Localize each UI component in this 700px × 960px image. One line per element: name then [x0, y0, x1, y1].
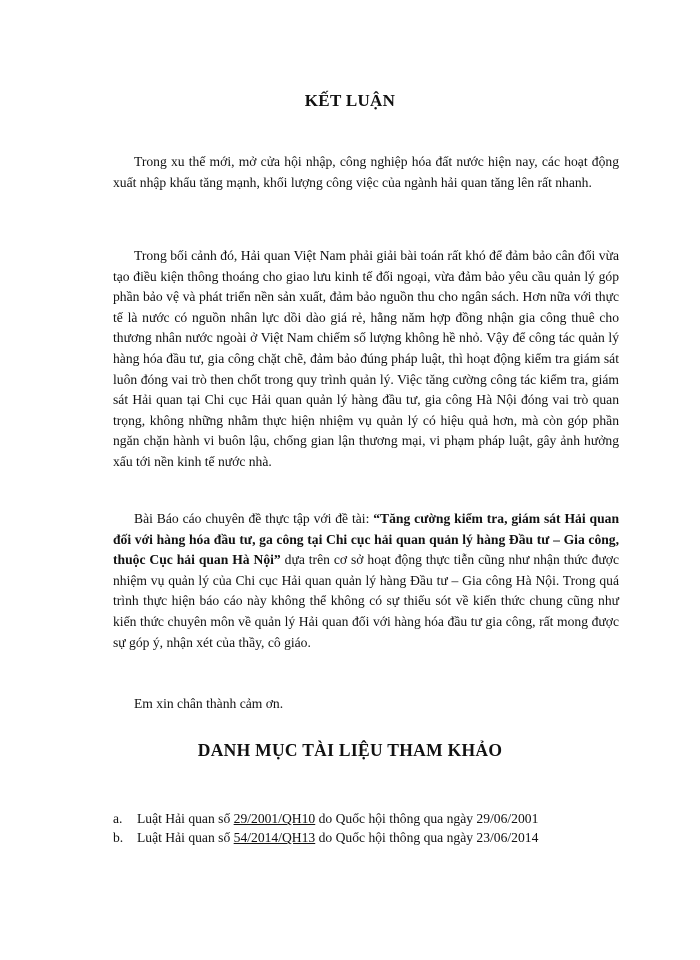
reference-item: [113, 828, 633, 847]
reference-marker: a.: [113, 811, 123, 826]
reference-text: Luật Hải quan số 54/2014/QH13 do Quốc hội thông qua ngày 23/06/2014: [137, 830, 539, 845]
conclusion-paragraph-1: Trong xu thế mới, mở cửa hội nhập, công nghiệp hóa đất nước hiện nay, các hoạt động xuất nhập khẩu tăng mạnh, khối lượng công việc của ngành hải quan tăng lên rất nhanh.: [113, 154, 619, 190]
paragraph-3-rest: dựa trên cơ sở hoạt động thực tiễn cũng như nhận thức được nhiệm vụ quản lý của Chi cục Hải quan quản lý hàng Đầu tư – Gia công Hà Nội. Trong quá trình thực hiện báo cáo này không thể không có sự thiếu sót về kiến thức chung cũng như kiến thức chuyên môn về quản lý Hải quan đối với hàng hóa đầu tư gia công, rất mong được sự góp ý, nhận xét của thầy, cô giáo.: [113, 552, 619, 650]
conclusion-title: KẾT LUẬN: [304, 91, 396, 110]
conclusion-paragraph-2: Trong bối cảnh đó, Hải quan Việt Nam phải giải bài toán rất khó để đảm bảo cân đối vừa tạo điều kiện thông thoáng cho giao lưu kinh tế đối ngoại, vừa đảm bảo yêu cầu quản lý góp phần bảo vệ và phát triển nền sản xuất, đảm bảo nguồn thu cho ngân sách. Hơn nữa với thực tế là nước có nguồn nhân lực dồi dào giá rẻ, hằng năm hợp đồng nhận gia công thuê cho thương nhân nước ngoài ở Việt Nam chiếm số lượng không hề nhỏ. Vậy để công tác quản lý hàng hóa đầu tư, gia công chặt chẽ, đảm bảo đúng pháp luật, thì hoạt động kiểm tra giám sát luôn đóng vai trò then chốt trong quy trình quản lý. Việc tăng cường công tác kiểm tra, giám sát Hải quan tại Chi cục Hải quan quản lý hàng đầu tư, gia công Hà Nội đóng vai trò quan trọng, không những nhằm thực hiện nhiệm vụ quản lý có hiệu quả hơn, mà còn góp phần ngăn chặn hành vi buôn lậu, chống gian lận thương mại, vi phạm pháp luật, gây ảnh hưởng xấu tới nền kinh tế nước nhà.: [113, 248, 619, 469]
report-topic: “Tăng cường kiểm tra, giám sát Hải quan đối với hàng hóa đầu tư, ga công tại Chi cục hải quan quản lý hàng Đầu tư – Gia công, thuộc Cục hải quan Hà Nội”: [113, 511, 620, 568]
reference-text: Luật Hải quan số 29/2001/QH10 do Quốc hội thông qua ngày 29/06/2001: [137, 811, 539, 826]
reference-marker: b.: [113, 830, 124, 845]
paragraph-3-intro: Bài Báo cáo chuyên đề thực tập với đề tài:: [134, 511, 374, 526]
references-list: [113, 809, 633, 847]
thanks-line: Em xin chân thành cảm ơn.: [134, 696, 284, 711]
conclusion-paragraph-3: [113, 509, 619, 653]
references-title: DANH MỤC TÀI LIỆU THAM KHẢO: [197, 740, 503, 760]
law-number-link[interactable]: 29/2001/QH10: [233, 811, 316, 826]
law-number-link[interactable]: 54/2014/QH13: [233, 830, 316, 845]
reference-item: [113, 809, 633, 828]
